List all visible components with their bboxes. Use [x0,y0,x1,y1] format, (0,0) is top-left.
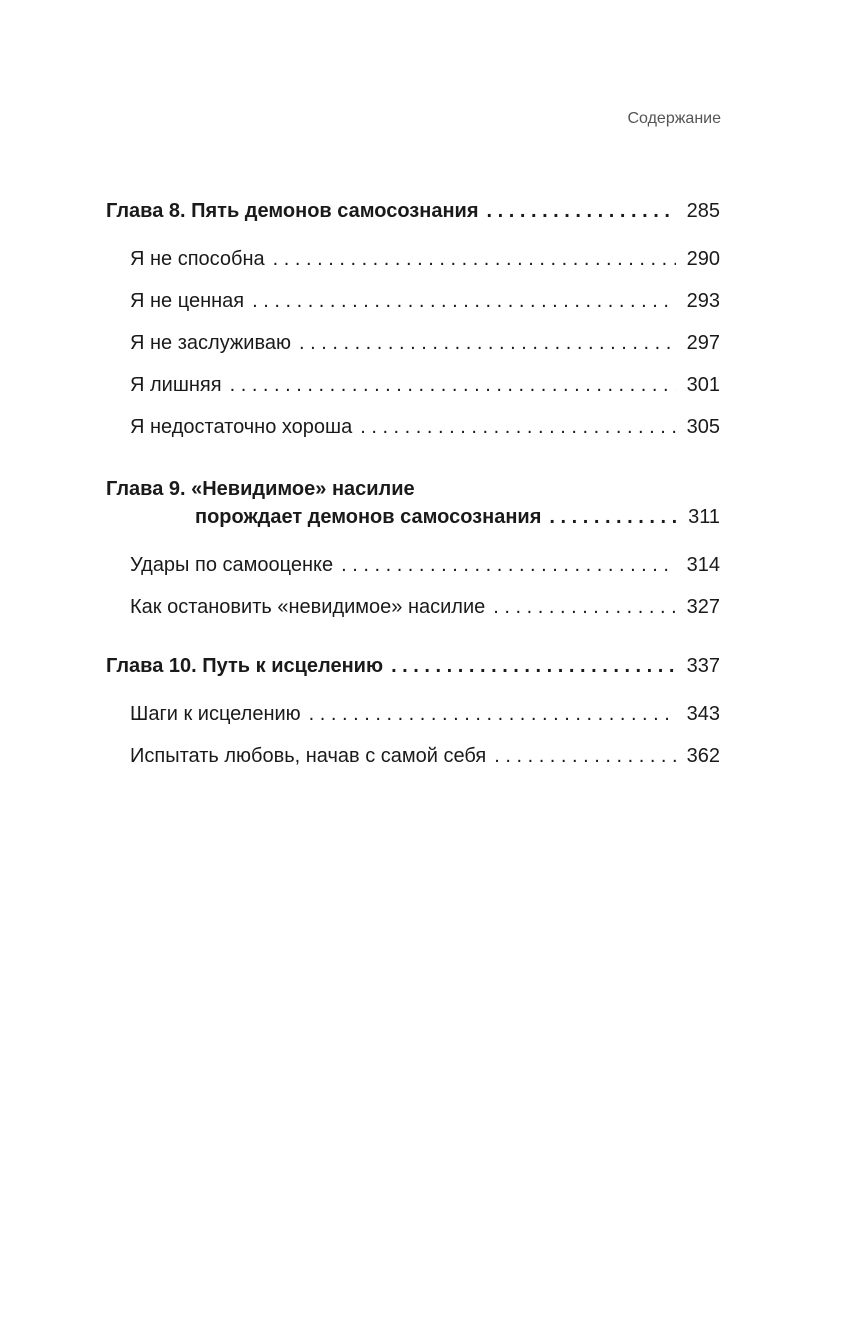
dot-leader [494,745,676,768]
dot-leader [299,332,676,355]
toc-entry-title: Удары по самооценке [130,554,334,576]
dot-leader [493,596,676,619]
toc-entry-title: Я не ценная [130,290,245,312]
toc-entry-section[interactable] [106,745,720,773]
toc-entry-title: Как остановить «невидимое» насилие [130,596,486,618]
dot-leader [230,374,676,397]
toc-entry-page: 343 [686,703,720,725]
toc-entry-title: Я не заслуживаю [130,332,291,354]
toc-entry-chapter-8[interactable] [106,200,720,228]
running-head: Содержание [627,110,721,127]
toc-entry-page: 305 [686,416,720,438]
dot-leader [360,416,676,439]
toc-entry-section[interactable] [106,248,720,276]
toc-entry-section[interactable] [106,554,720,582]
toc-entry-chapter-9-line-1[interactable]: Глава 9. «Невидимое» насилие [106,478,415,500]
dot-leader [252,290,676,313]
toc-entry-section[interactable] [106,374,720,402]
toc-entry-section[interactable] [106,332,720,360]
toc-entry-page: 293 [686,290,720,312]
dot-leader [341,554,676,577]
toc-entry-page: 311 [688,506,720,528]
toc-entry-section[interactable] [106,703,720,731]
toc-entry-section[interactable] [106,290,720,318]
toc-entry-page: 285 [686,200,720,222]
toc-entry-page: 297 [686,332,720,354]
toc-entry-page: 290 [686,248,720,270]
toc-entry-title: Я недостаточно хороша [130,416,353,438]
dot-leader [309,703,676,726]
dot-leader [487,200,677,223]
toc-entry-title: Шаги к исцелению [130,703,301,725]
toc-entry-title: Я не способна [130,248,265,270]
toc-entry-page: 337 [686,655,720,677]
toc-entry-page: 301 [686,374,720,396]
toc-entry-title: Испытать любовь, начав с самой себя [130,745,487,767]
toc-entry-page: 327 [686,596,720,618]
toc-entry-section[interactable] [106,416,720,444]
toc-entry-chapter-10[interactable] [106,655,720,683]
toc-entry-chapter-9[interactable] [195,506,720,534]
toc-entry-title: Глава 10. Путь к исцелению [106,655,384,677]
toc-entry-title: Я лишняя [130,374,222,396]
toc-entry-title: Глава 8. Пять демонов самосознания [106,200,479,222]
toc-entry-page: 362 [686,745,720,767]
dot-leader [549,506,676,529]
dot-leader [273,248,676,271]
toc-entry-page: 314 [686,554,720,576]
toc-entry-title: порождает демонов самосознания [195,506,542,528]
toc-entry-section[interactable] [106,596,720,624]
dot-leader [391,655,676,678]
